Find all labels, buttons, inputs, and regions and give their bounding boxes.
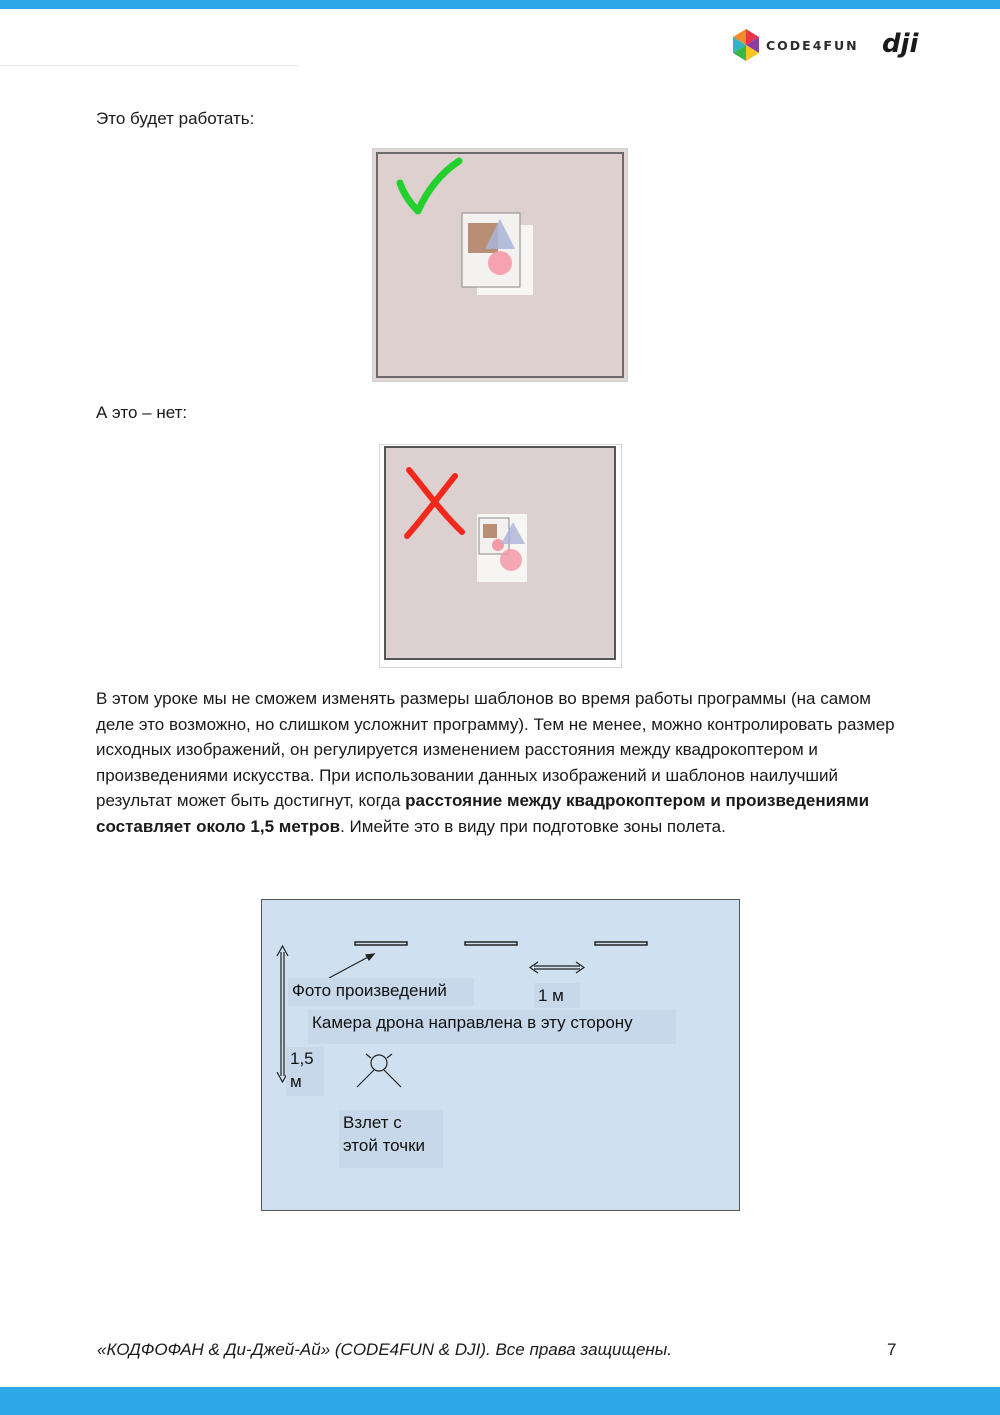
- dji-logo-text: dji: [882, 29, 919, 59]
- incorrect-example-image: [379, 444, 622, 668]
- photo-label: Фото произведений: [288, 978, 474, 1006]
- distance-15m-line2: м: [290, 1072, 302, 1091]
- artwork-thumbnail: [462, 213, 533, 295]
- check-mark-icon: [400, 161, 459, 211]
- not-works-label: А это – нет:: [96, 403, 188, 422]
- paragraph-text-start: В этом уроке мы не сможем изменять размеры шаблонов во время работы программы (на самом деле это возможно, но слишком усложнит программу). Тем не менее, можно контролировать размер исходных изображений, он регулируется изменением расстояния между квадрокоптером и произведениями искусства. При использовании данных изображений и шаблонов наилучший результат может быть достигнут, когда: [96, 689, 895, 810]
- code4fun-logo-text: CODE4FUN: [766, 37, 859, 53]
- footer-copyright: «КОДФОФАН & Ди-Джей-Ай» (CODE4FUN & DJI). Все права защищены.: [97, 1340, 673, 1359]
- code4fun-logo: [732, 26, 859, 64]
- takeoff-point-label: [339, 1110, 443, 1168]
- paragraph-emphasis: расстояние между квадрокоптером и произведениями составляет около 1,5 метров: [96, 791, 870, 836]
- code4fun-hexagon-icon: [732, 28, 760, 62]
- drone-takeoff-icon: [357, 1054, 401, 1087]
- page-number: 7: [887, 1340, 897, 1359]
- works-label: Это будет работать:: [96, 109, 255, 128]
- artwork-line: [355, 942, 407, 945]
- camera-direction-label: Камера дрона направлена в эту сторону: [308, 1010, 676, 1044]
- distance-paragraph: [96, 686, 906, 839]
- artwork-line: [465, 942, 517, 945]
- takeoff-line2: этой точки: [343, 1136, 426, 1155]
- artwork-line: [595, 942, 647, 945]
- flight-zone-diagram: [261, 899, 740, 1211]
- header-divider: [0, 65, 298, 66]
- distance-15m-line1: 1,5: [290, 1049, 314, 1068]
- top-accent-bar: [0, 0, 1000, 9]
- distance-1m-label: 1 м: [534, 983, 580, 1008]
- photo-pointer-arrow: [329, 954, 374, 978]
- cross-mark-icon: [407, 470, 462, 536]
- distance-15m-label: [286, 1047, 324, 1096]
- artwork-lines: [355, 942, 647, 945]
- dji-logo: [880, 28, 924, 65]
- takeoff-line1: Взлет с: [343, 1113, 402, 1132]
- artwork-thumbnail-small: [477, 514, 527, 582]
- horizontal-distance-arrow: [530, 962, 584, 973]
- paragraph-text-end: . Имейте это в виду при подготовке зоны полета.: [340, 816, 726, 836]
- correct-example-image: [372, 148, 628, 382]
- bottom-accent-bar: [0, 1387, 1000, 1415]
